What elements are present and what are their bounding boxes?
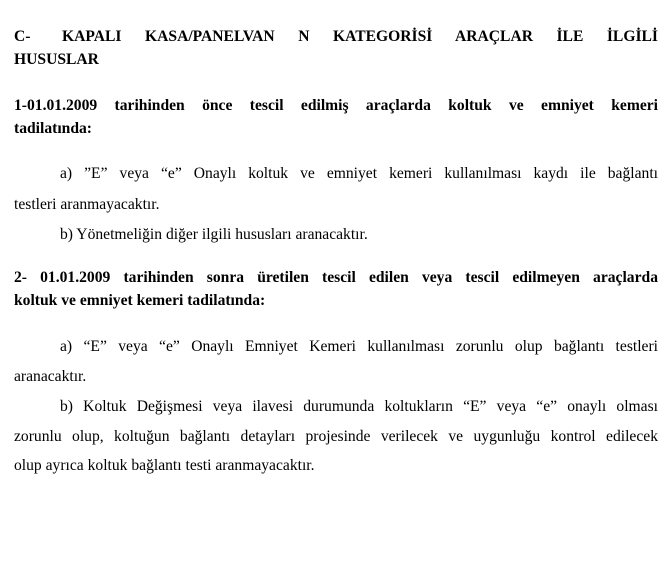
item2-b-line3: olup ayrıca koltuk bağlantı testi aranmayacaktır.	[14, 457, 315, 474]
section-label: C-	[14, 28, 31, 45]
item2-b-line1: b) Koltuk Değişmesi veya ilavesi durumunda koltukların “E” veya “e” onaylı olması	[60, 398, 658, 415]
item1-a-line2: testleri aranmayacaktır.	[14, 196, 160, 213]
item2-b-line2: zorunlu olup, koltuğun bağlantı detayları projesinde verilecek ve uygunluğu kontrol edilecek	[14, 428, 658, 445]
section-title	[14, 27, 658, 47]
item2-a-line1: a) “E” veya “e” Onaylı Emniyet Kemeri kullanılması zorunlu olup bağlantı testleri	[60, 338, 658, 355]
item2-heading-line2: koltuk ve emniyet kemeri tadilatında:	[14, 292, 266, 309]
item2-a-line2: aranacaktır.	[14, 368, 87, 385]
item1-heading-line2: tadilatında:	[14, 120, 92, 137]
item1-a-line1: a) ”E” veya “e” Onaylı koltuk ve emniyet kemeri kullanılması kaydı ile bağlantı	[60, 165, 658, 182]
section-title-line1: KAPALI KASA/PANELVAN N KATEGORİSİ ARAÇLAR İLE İLGİLİ	[62, 28, 658, 45]
item1-heading-line1: 1-01.01.2009 tarihinden önce tescil edilmiş araçlarda koltuk ve emniyet kemeri	[14, 97, 658, 114]
item2-heading-line1: 2- 01.01.2009 tarihinden sonra üretilen tescil edilen veya tescil edilmeyen araçlarda	[14, 269, 658, 286]
item1-b-line1: b) Yönetmeliğin diğer ilgili hususları aranacaktır.	[60, 226, 368, 243]
section-title-line2: HUSUSLAR	[14, 51, 99, 68]
